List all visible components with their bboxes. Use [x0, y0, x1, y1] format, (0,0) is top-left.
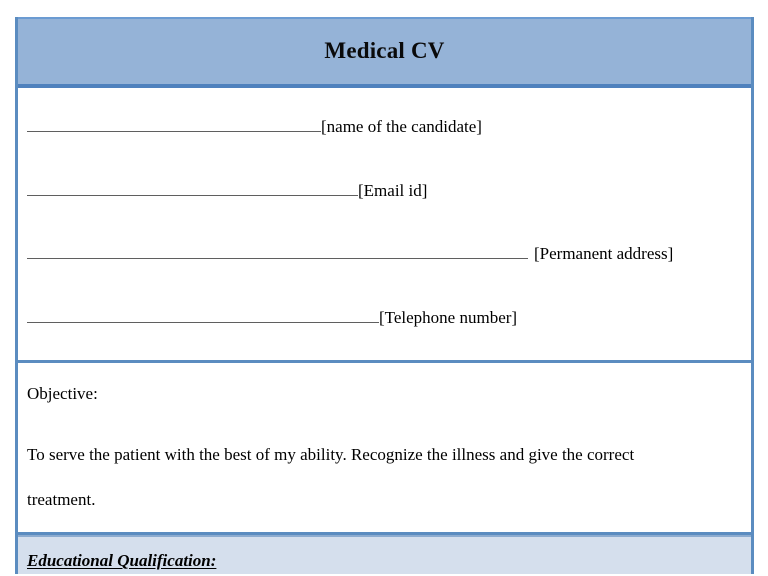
email-input-rule[interactable] — [27, 180, 358, 196]
address-input-rule[interactable] — [27, 243, 528, 259]
field-row-address — [18, 243, 760, 265]
name-input-rule[interactable] — [27, 116, 321, 132]
name-field-label: [name of the candidate] — [321, 117, 482, 136]
cv-document-frame — [15, 17, 754, 574]
document-title-band — [18, 17, 751, 88]
educational-qualification-heading: Educational Qualification: — [27, 551, 217, 570]
page-title: Medical CV — [324, 38, 445, 63]
phone-input-rule[interactable] — [27, 307, 379, 323]
field-row-phone — [18, 307, 760, 329]
objective-heading: Objective: — [27, 384, 98, 403]
objective-section — [18, 363, 751, 535]
objective-body-line-2: treatment. — [27, 490, 96, 509]
field-row-email — [18, 180, 760, 202]
educational-qualification-section — [18, 535, 751, 574]
objective-body-line-1: To serve the patient with the best of my ability. Recognize the illness and give the correct — [27, 445, 635, 464]
contact-details-section — [18, 88, 751, 363]
phone-field-label: [Telephone number] — [379, 308, 518, 327]
address-field-label: [Permanent address] — [534, 244, 674, 263]
email-field-label: [Email id] — [358, 181, 428, 200]
field-row-name — [18, 116, 760, 138]
